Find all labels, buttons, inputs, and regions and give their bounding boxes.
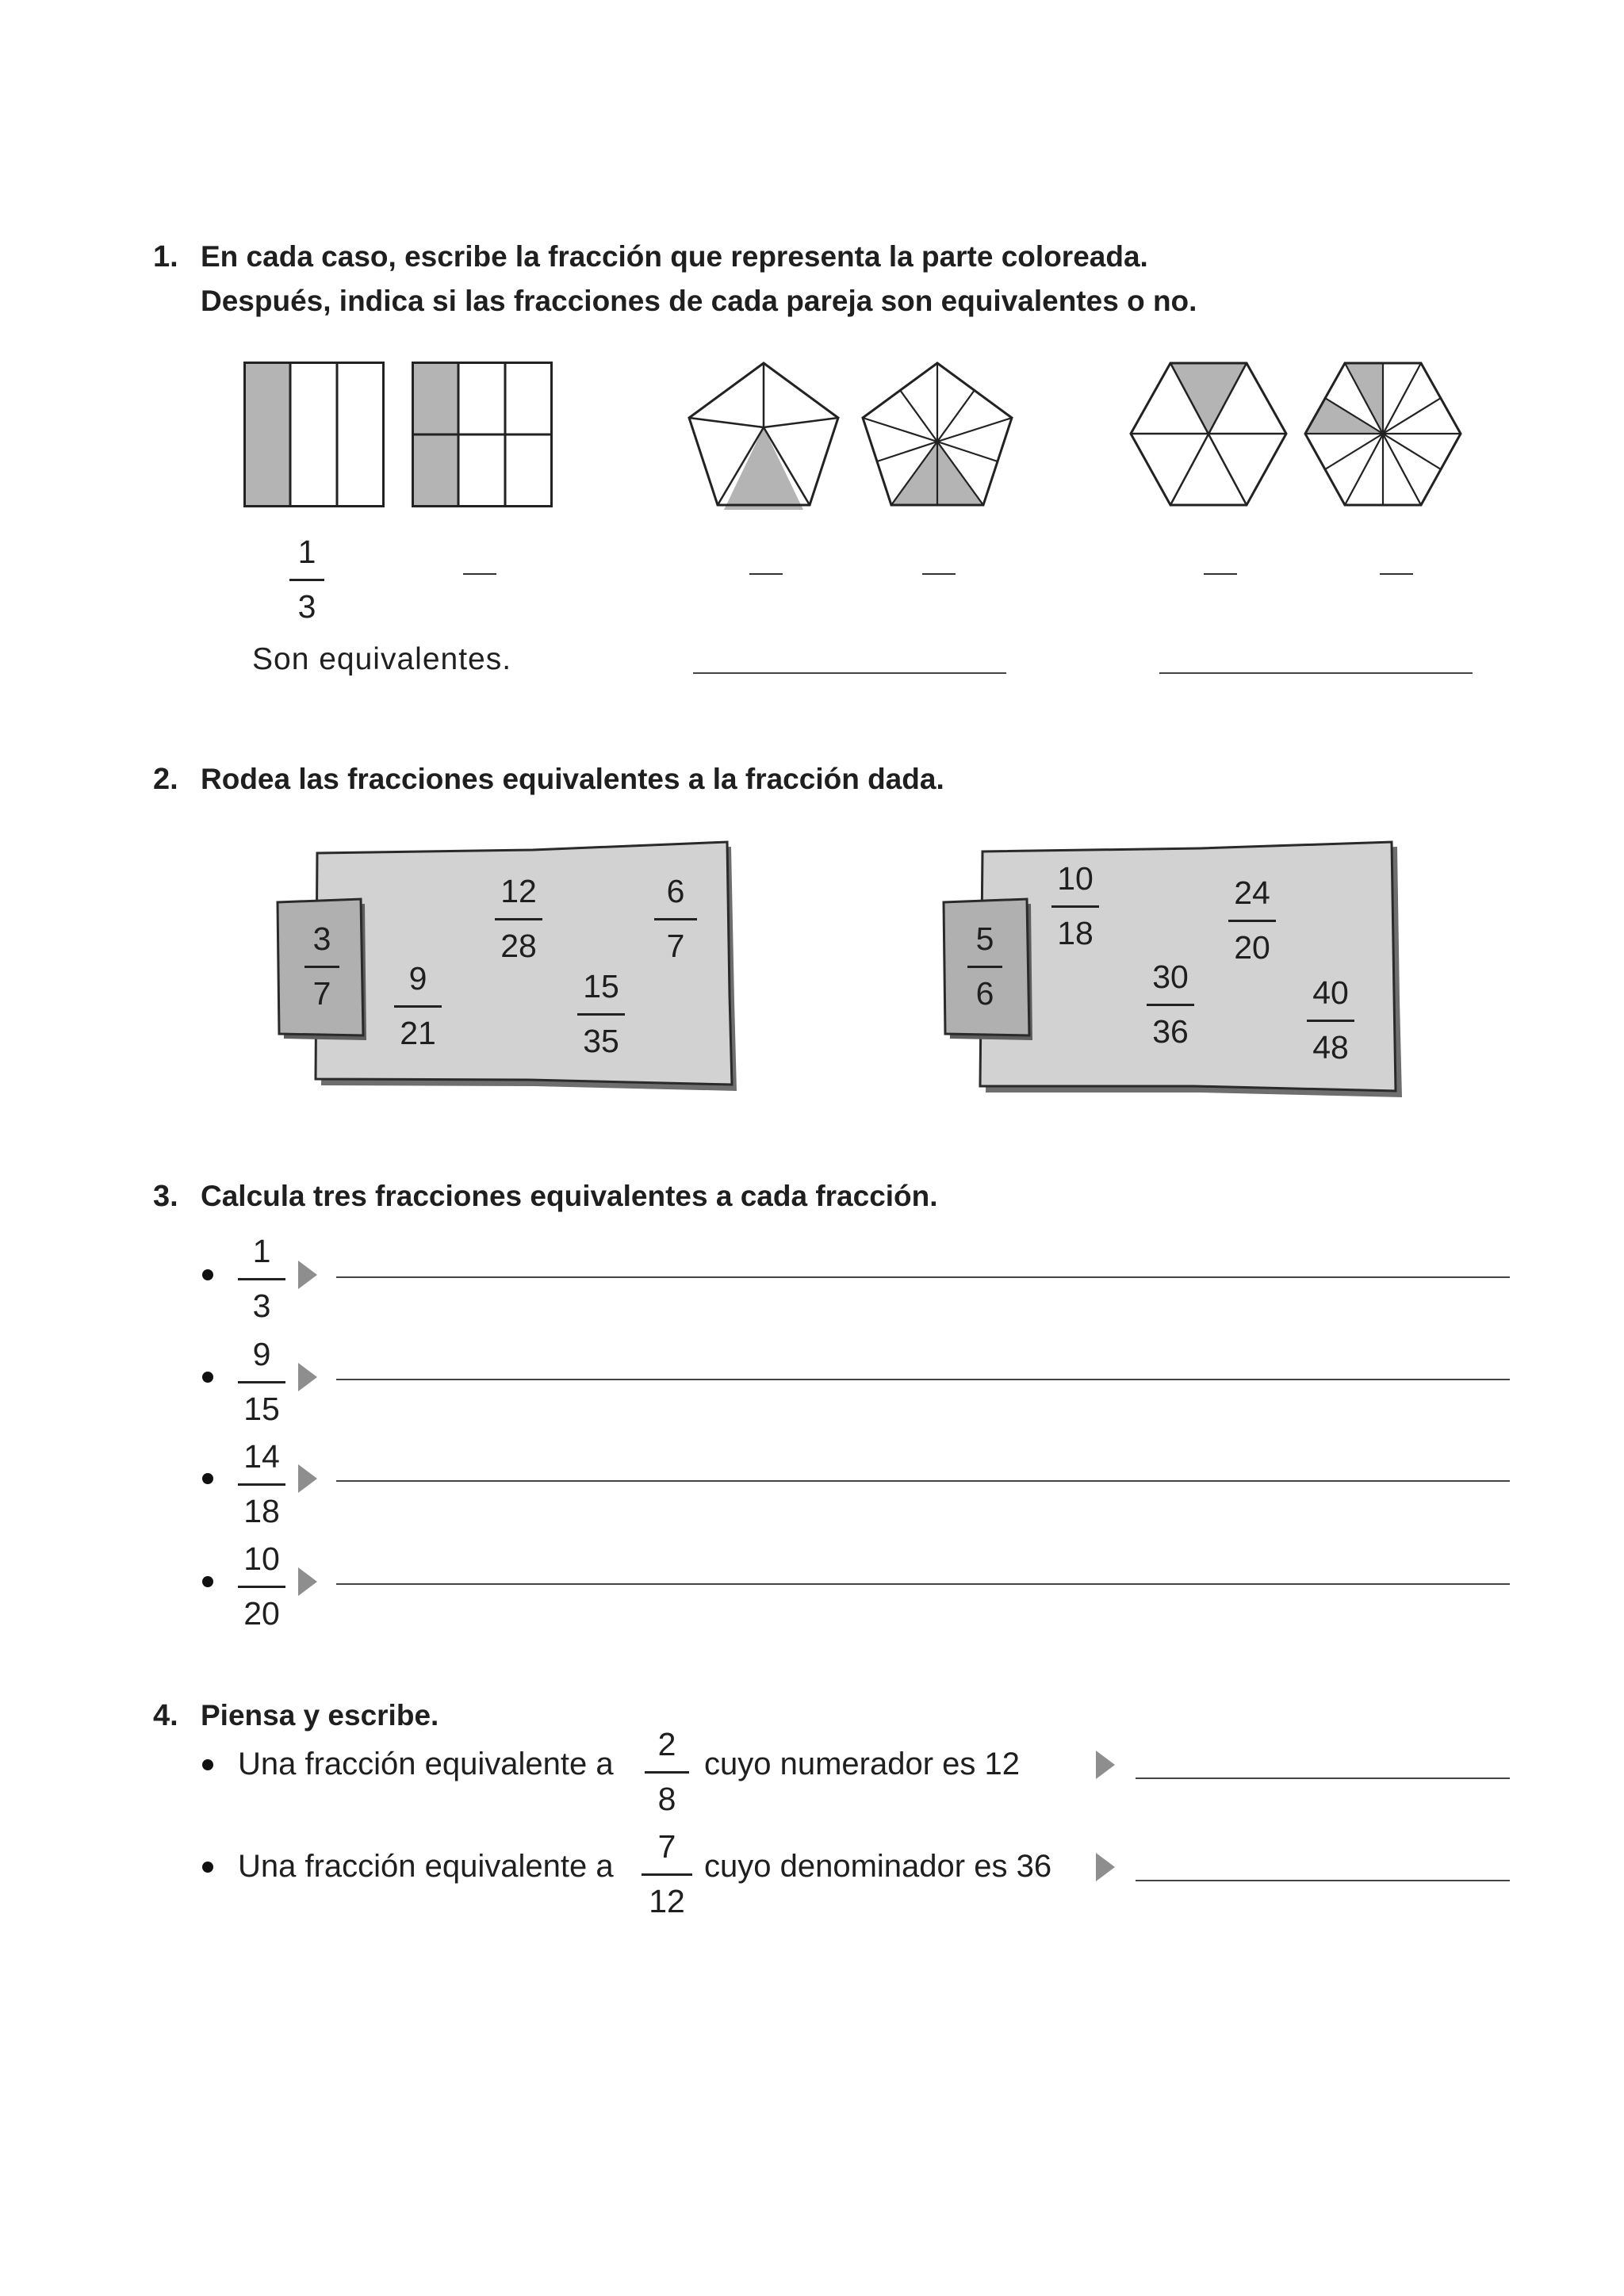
option-numerator: 24 — [1234, 874, 1270, 911]
answer-line-pentagons[interactable] — [693, 672, 1006, 674]
option-denominator: 21 — [400, 1014, 436, 1051]
fraction-bar — [238, 1483, 285, 1486]
blank-pentagon-tenths[interactable] — [922, 573, 956, 575]
option-fraction[interactable] — [577, 970, 625, 1058]
example-fraction-denominator: 3 — [297, 587, 316, 625]
q3-fraction-3-denominator: 18 — [243, 1492, 280, 1529]
fraction-bar — [495, 918, 542, 920]
q3-fraction-3 — [238, 1438, 285, 1529]
bullet — [202, 1759, 213, 1770]
option-numerator: 10 — [1057, 860, 1094, 897]
option-numerator: 9 — [408, 960, 427, 997]
fraction-bar — [1147, 1004, 1194, 1006]
question-4-number: 4. — [153, 1699, 178, 1732]
q4-answer-line-1[interactable] — [1136, 1777, 1510, 1779]
pentagon-tenths-figure — [860, 358, 1019, 514]
q3-answer-line-4[interactable] — [336, 1583, 1510, 1585]
option-numerator: 15 — [583, 968, 619, 1004]
question-3-number: 3. — [153, 1180, 178, 1213]
q3-fraction-2 — [238, 1338, 285, 1425]
q4-fraction-2-numerator: 7 — [657, 1828, 676, 1865]
q3-answer-line-3[interactable] — [336, 1480, 1510, 1482]
option-fraction[interactable] — [394, 962, 442, 1050]
fraction-bar — [238, 1278, 285, 1280]
fraction-bar — [577, 1013, 625, 1016]
q4-item-1-prefix: Una fracción equivalente a — [238, 1747, 614, 1781]
question-1-instruction-line-2: Después, indica si las fracciones de cada pareja son equivalentes o no. — [201, 285, 1197, 317]
bullet — [202, 1473, 213, 1484]
rectangle-sixths-figure — [412, 362, 553, 507]
hexagon-sixths-figure — [1124, 355, 1293, 512]
fraction-bar — [654, 918, 697, 920]
fraction-bar — [304, 966, 339, 968]
fraction-bar — [238, 1381, 285, 1383]
option-fraction[interactable] — [1307, 974, 1354, 1066]
fraction-bar — [645, 1771, 689, 1774]
blank-rect-sixths[interactable] — [463, 573, 496, 575]
fraction-bar — [642, 1873, 692, 1876]
example-answer-text: Son equivalentes. — [252, 642, 512, 676]
q3-fraction-2-denominator: 15 — [243, 1390, 280, 1427]
arrow-icon — [298, 1567, 317, 1596]
option-denominator: 7 — [666, 927, 685, 964]
q3-fraction-4-denominator: 20 — [243, 1594, 280, 1632]
rectangle-thirds-figure — [243, 362, 385, 507]
fraction-bar — [394, 1005, 442, 1008]
q4-item-2-prefix: Una fracción equivalente a — [238, 1849, 614, 1884]
q4-fraction-2 — [642, 1828, 692, 1919]
given-fraction-2 — [967, 920, 1002, 1012]
q3-fraction-1 — [238, 1235, 285, 1322]
question-4-instruction: Piensa y escribe. — [201, 1699, 439, 1732]
q3-answer-line-1[interactable] — [336, 1276, 1510, 1278]
given-fraction-1 — [304, 920, 339, 1012]
arrow-icon — [1096, 1853, 1115, 1881]
q4-fraction-1-numerator: 2 — [657, 1726, 676, 1762]
q3-fraction-4-numerator: 10 — [243, 1540, 280, 1577]
answer-line-hexagons[interactable] — [1159, 672, 1473, 674]
example-fraction-numerator: 1 — [297, 534, 316, 570]
option-denominator: 18 — [1057, 914, 1094, 951]
arrow-icon — [298, 1261, 317, 1289]
given-fraction-1-numerator: 3 — [312, 920, 331, 957]
question-1-instruction-line-1: En cada caso, escribe la fracción que representa la parte coloreada. — [201, 240, 1148, 273]
bullet — [202, 1269, 213, 1280]
option-numerator: 30 — [1152, 959, 1189, 995]
q3-fraction-2-numerator: 9 — [252, 1336, 271, 1372]
bullet — [202, 1576, 213, 1587]
q3-fraction-1-numerator: 1 — [252, 1233, 271, 1269]
option-denominator: 28 — [500, 927, 537, 964]
example-fraction — [289, 536, 324, 623]
fraction-bar — [1307, 1020, 1354, 1022]
fraction-bar — [238, 1586, 285, 1588]
option-fraction[interactable] — [1228, 874, 1276, 966]
question-3-instruction: Calcula tres fracciones equivalentes a cada fracción. — [201, 1180, 938, 1212]
q3-answer-line-2[interactable] — [336, 1379, 1510, 1380]
fraction-bar — [967, 966, 1002, 968]
option-fraction[interactable] — [1147, 961, 1194, 1048]
q4-fraction-1-denominator: 8 — [657, 1780, 676, 1817]
question-2-number: 2. — [153, 763, 178, 796]
arrow-icon — [298, 1363, 317, 1391]
fraction-bar — [1051, 905, 1099, 908]
fraction-bar — [289, 579, 324, 581]
question-1-number: 1. — [153, 240, 178, 274]
given-fraction-2-numerator: 5 — [975, 920, 994, 957]
given-fraction-1-denominator: 7 — [312, 974, 331, 1012]
q4-answer-line-2[interactable] — [1136, 1880, 1510, 1881]
q4-item-2-suffix: cuyo denominador es 36 — [704, 1849, 1052, 1884]
q3-fraction-4 — [238, 1540, 285, 1632]
option-fraction[interactable] — [495, 875, 542, 962]
hexagon-twelfths-figure — [1299, 355, 1467, 512]
q4-item-1-suffix: cuyo numerador es 12 — [704, 1747, 1021, 1781]
option-numerator: 12 — [500, 873, 537, 909]
option-denominator: 35 — [583, 1022, 619, 1059]
given-fraction-2-denominator: 6 — [975, 974, 994, 1012]
option-denominator: 20 — [1234, 928, 1270, 966]
option-numerator: 40 — [1312, 974, 1349, 1011]
question-2-instruction: Rodea las fracciones equivalentes a la fracción dada. — [201, 763, 944, 795]
bullet — [202, 1862, 213, 1873]
arrow-icon — [1096, 1751, 1115, 1779]
option-fraction[interactable] — [654, 875, 697, 962]
blank-hexagon-twelfths[interactable] — [1380, 573, 1413, 575]
blank-hexagon-sixths[interactable] — [1204, 573, 1237, 575]
q3-fraction-1-denominator: 3 — [252, 1287, 271, 1324]
option-denominator: 48 — [1312, 1028, 1349, 1066]
bullet — [202, 1372, 213, 1383]
option-denominator: 36 — [1152, 1012, 1189, 1050]
pentagon-fifths-figure — [687, 358, 845, 514]
blank-pentagon-fifths[interactable] — [749, 573, 783, 575]
fraction-bar — [1228, 920, 1276, 922]
arrow-icon — [298, 1464, 317, 1493]
q4-fraction-2-denominator: 12 — [649, 1882, 685, 1919]
option-fraction[interactable] — [1051, 860, 1099, 951]
option-numerator: 6 — [666, 873, 685, 909]
q3-fraction-3-numerator: 14 — [243, 1438, 280, 1475]
q4-fraction-1 — [645, 1728, 689, 1816]
